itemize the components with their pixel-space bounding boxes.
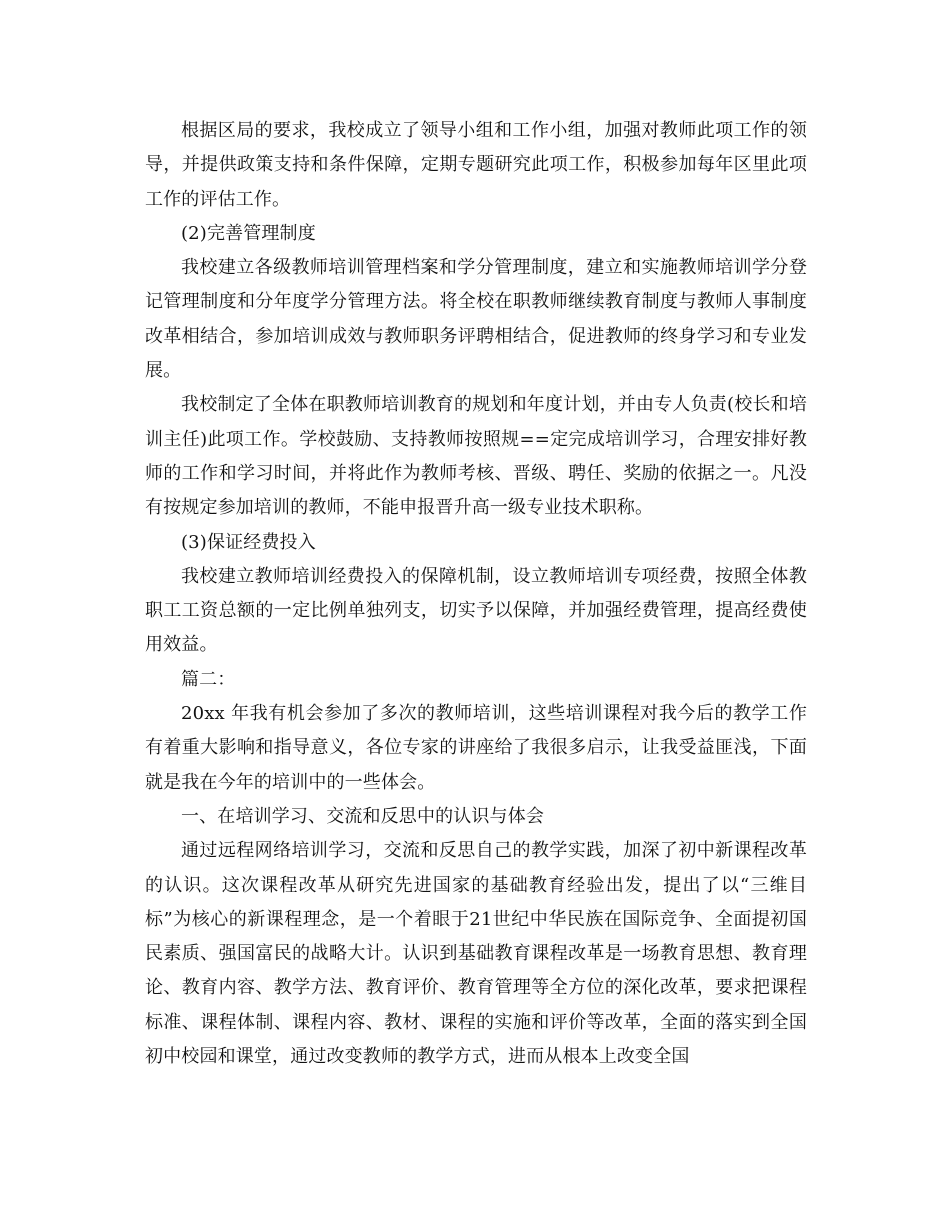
paragraph-funding: 我校建立教师培训经费投入的保障机制，设立教师培训专项经费，按照全体教职工工资总额的一定比例单独列支，切实予以保障，并加强经费管理，提高经费使用效益。 bbox=[145, 565, 807, 656]
document-body bbox=[145, 114, 807, 1074]
paragraph-training-experience: 20xx 年我有机会参加了多次的教师培训，这些培训课程对我今后的教学工作有着重大影响和指导意义，各位专家的讲座给了我很多启示，让我受益匪浅，下面就是我在今年的培训中的一些体会。 bbox=[145, 703, 807, 793]
section-heading-management-system: (2)完善管理制度 bbox=[181, 222, 316, 244]
section-heading-funding: (3)保证经费投入 bbox=[181, 531, 316, 553]
paragraph-curriculum-reform: 通过远程网络培训学习，交流和反思自己的教学实践，加深了初中新课程改革的认识。这次课程改革从研究先进国家的基础教育经验出发，提出了以“三维目标”为核心的新课程理念，是一个着眼于21世纪中华民族在国际竞争、全面提初国民素质、强国富民的战略大计。认识到基础教育课程改革是一场教育思想、教育理论、教育内容、教学方法、教育评价、教育管理等全方位的深化改革，要求把课程标准、课程体制、课程内容、教材、课程的实施和评价等改革，全面的落实到全国初中校园和课堂，通过改变教师的教学方式，进而从根本上改变全国 bbox=[145, 840, 807, 1068]
paragraph-credit-system: 我校建立各级教师培训管理档案和学分管理制度，建立和实施教师培训学分登记管理制度和分年度学分管理方法。将全校在职教师继续教育制度与教师人事制度改革相结合，参加培训成效与教师职务评聘相结合，促进教师的终身学习和专业发展。 bbox=[145, 257, 807, 382]
section-heading-part-two: 篇二： bbox=[181, 668, 236, 690]
section-heading-reflection: 一、在培训学习、交流和反思中的认识与体会 bbox=[181, 805, 544, 827]
paragraph-training-plan: 我校制定了全体在职教师培训教育的规划和年度计划，并由专人负责(校长和培训主任)此项工作。学校鼓励、支持教师按照规==定完成培训学习，合理安排好教师的工作和学习时间，并将此作为教师考核、晋级、聘任、奖励的依据之一。凡没有按规定参加培训的教师，不能申报晋升高一级专业技术职称。 bbox=[145, 394, 807, 519]
paragraph-leadership: 根据区局的要求，我校成立了领导小组和工作小组，加强对教师此项工作的领导，并提供政策支持和条件保障，定期专题研究此项工作，积极参加每年区里此项工作的评估工作。 bbox=[145, 120, 807, 210]
